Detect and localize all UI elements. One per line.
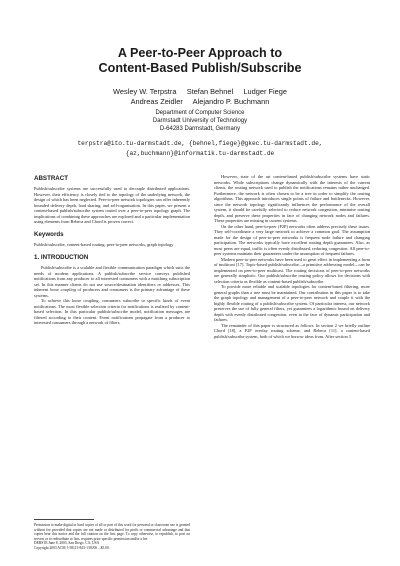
right-paragraph-3: Modern peer-to-peer networks have been used to great effect in implementing a form of multicast [17]. Topic-based publish/subscribe—a primitive addressing model—can be implemented on peer-to-peer multicast. The routing decisions of peer-to-peer networks are generally simplistic. Our publish/subscribe routing policy allows for decisions with selection criteria as flexible as content-based publish/subscribe. bbox=[214, 256, 370, 284]
introduction-heading: 1. INTRODUCTION bbox=[34, 254, 89, 261]
authors-line-2: Andreas Zeidler Alejandro P. Buchmann bbox=[130, 96, 270, 106]
footnote-permission: Permission to make digital or hard copies of all or part of this work for personal or classroom use is granted without fee provided that copies are not made or distributed for profit or commercial advantage and that copies bear this notice and the full citation on the first page. To copy otherwise, to republish, to post on servers or to redistribute to lists, requires prior specific permission and/or a fee. bbox=[34, 523, 190, 541]
authors-line-1: Wesley W. Terpstra Stefan Behnel Ludger Fiege bbox=[113, 87, 287, 96]
intro-paragraph-1 bbox=[34, 265, 190, 298]
abstract-text: Publish/subscribe systems are successfully used to decouple distributed applications. However, their efficiency is closely tied to the topology of the underlying network, the design of which has been neglected. Peer-to-peer network topologies can offer inherently bounded delivery depth, load sharing, and self-organisation. In this paper, we present a content-based publish/subscribe system routed over a peer-to-peer topology graph. The implications of combining these approaches are explored and a particular implementation using elements from Rebeca and Chord is proven correct. bbox=[34, 186, 190, 224]
title-line-2: Content-Based Publish/Subscribe bbox=[98, 61, 302, 75]
copyright-footnote bbox=[34, 523, 190, 550]
left-column bbox=[34, 175, 190, 326]
author-emails bbox=[0, 139, 400, 159]
intro-p1-tail: of producers and consumers is the primary advantage of these systems. bbox=[34, 287, 190, 298]
right-paragraph-2: On the other hand, peer-to-peer (P2P) networks often address precisely these issues. They self-coordinate a very large network to achieve a common goal. The assumption made for the design of peer-to-peer networks is frequent node failure and changing participation. The networks typically have excellent routing depth guarantees. Also, as most peers are equal, traffic is often evenly distributed, reducing congestion. All peer-to-peer systems maintain their guarantees under the assumption of frequent failures. bbox=[214, 223, 370, 256]
footnote-venue: DEBS'03 June 8, 2003, San Diego, CA, USA bbox=[34, 541, 100, 545]
affiliation-department: Department of Computer Science bbox=[155, 110, 245, 116]
intro-paragraph-2: To achieve this loose coupling, consumers subscribe to specific kinds of event notifications. The most flexible selection criteria for notifications is realized by content-based selection. In this particular publish/subscribe model, notification messages are filtered according to their content. Event notifications propagate from a producer to interested consumers through a network of filters. bbox=[34, 298, 190, 325]
intro-p1-emphasis: loose coupling bbox=[49, 287, 76, 292]
author-list bbox=[0, 87, 400, 106]
affiliation-address: D-64283 Darmstadt, Germany bbox=[159, 126, 241, 132]
footnote-copyright: Copyright 2003 ACM 1-58113-843-1/03/06 ...$5.00. bbox=[34, 545, 110, 550]
keywords-heading: Keywords bbox=[34, 230, 64, 238]
right-column bbox=[214, 174, 370, 339]
right-paragraph-5: The remainder of this paper is structured as follows. In section 2 we briefly outline Chord [18], a P2P overlay routing scheme, and Rebeca [11], a content-based publish/subscribe system, both of which we borrow ideas from. After section 3 bbox=[214, 322, 370, 339]
email-line-2: {az,buchmann}@informatik.tu-darmstadt.de bbox=[125, 150, 275, 157]
paper-header bbox=[0, 46, 400, 159]
title-line-1: A Peer-to-Peer Approach to bbox=[117, 46, 283, 60]
footnote-divider bbox=[34, 519, 94, 520]
abstract-heading: ABSTRACT bbox=[34, 175, 69, 182]
intro-p1-text: Publish/subscribe is a scalable and flexible communication paradigm which suits the needs of modern applications. A publish/subscribe service conveys published notifications from any producer to all interested consumers with a matching subscription set. In this manner clients do not use source/destination identifiers or addresses. This inherent bbox=[34, 265, 190, 292]
keywords-text: Publish/subscribe, content-based routing, peer-to-peer networks, graph topology bbox=[34, 241, 174, 247]
affiliation-university: Darmstadt University of Technology bbox=[152, 118, 248, 124]
right-paragraph-4: To provide more reliable and scalable topologies for content-based filtering, more general graphs than a tree must be maintained. Our contribution in this paper is to take the graph topology and management of a peer-to-peer network and couple it with the highly flexible routing of a publish/subscribe system. Of particular interest, our network preserves the use of fully general filters, yet guarantees a logarithmic bound on delivery depth with evenly distributed congestion, even in the face of dynamic participation and failures. bbox=[214, 284, 370, 322]
email-line-1: terpstra@ito.tu-darmstadt.de, {behnel,fiege}@gkec.tu-darmstadt.de, bbox=[77, 140, 323, 147]
affiliation bbox=[0, 109, 400, 133]
right-paragraph-1: However, state of the art content-based publish/subscribe systems have static networks. While subscriptions change dynamically with the interests of the current clients, the routing network used to publish the notifications remains rather unchanged. Furthermore, the network is often chosen to be a tree in order to simplify the routing algorithms. This approach introduces single points of failure and bottlenecks. However, since the network topology significantly influences the performance of the overall system, it should be carefully selected to reduce network congestion, minimise routing depth, and preserve these properties in face of changing network nodes and failures. These properties are missing in current systems. bbox=[214, 174, 370, 223]
paper-title bbox=[0, 46, 400, 76]
